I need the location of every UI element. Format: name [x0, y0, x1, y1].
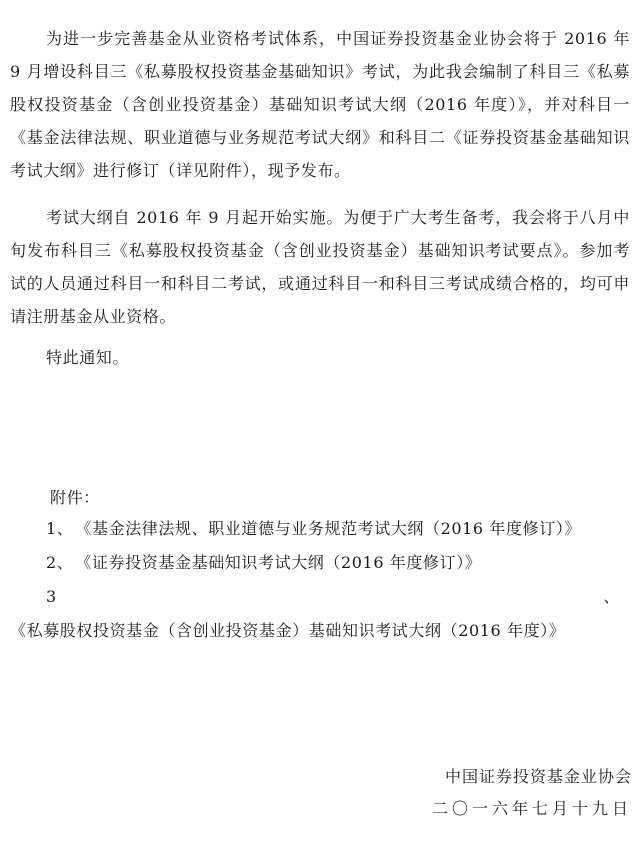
attachment-item	[10, 580, 630, 648]
attachments-list	[10, 512, 630, 648]
attachment-number: 2、	[46, 553, 74, 572]
attachment-item	[10, 512, 630, 546]
attachment-title: 《证券投资基金基础知识考试大纲（2016 年度修订）》	[83, 553, 482, 572]
closing-line: 特此通知。	[46, 348, 130, 367]
body-paragraph-2: 考试大纲自 2016 年 9 月起开始实施。为便于广大考生备考，我会将于八月中旬发布科目三《私募股权投资基金（含创业投资基金）基础知识考试要点》。参加考试的人员通过科目一和科目二考试，或通过科目一和科目三考试成绩合格的，均可申请注册基金从业资格。	[10, 208, 630, 326]
signature-date: 二〇一六年七月十九日	[431, 799, 632, 818]
attachment-title: 《私募股权投资基金（含创业投资基金）基础知识考试大纲（2016 年度）》	[10, 621, 566, 640]
signature-organization: 中国证券投资基金业协会	[444, 767, 632, 786]
attachment-title: 《基金法律法规、职业道德与业务规范考试大纲（2016 年度修订）》	[83, 519, 581, 538]
body-paragraph-1: 为进一步完善基金从业资格考试体系，中国证券投资基金业协会将于 2016 年 9 月增设科目三《私募股权投资基金基础知识》考试，为此我会编制了科目三《私募股权投资基金（含创业投资基金）基础知识考试大纲（2016 年度）》，并对科目一《基金法律法规、职业道德与业务规范考试大纲》和科目二《证券投资基金基础知识考试大纲》进行修订（详见附件），现予发布。	[10, 29, 630, 180]
attachment-item	[10, 546, 630, 580]
attachment-number: 3、	[46, 587, 620, 606]
attachment-number: 1、	[46, 519, 74, 538]
attachments-title: 附件：	[50, 488, 100, 507]
